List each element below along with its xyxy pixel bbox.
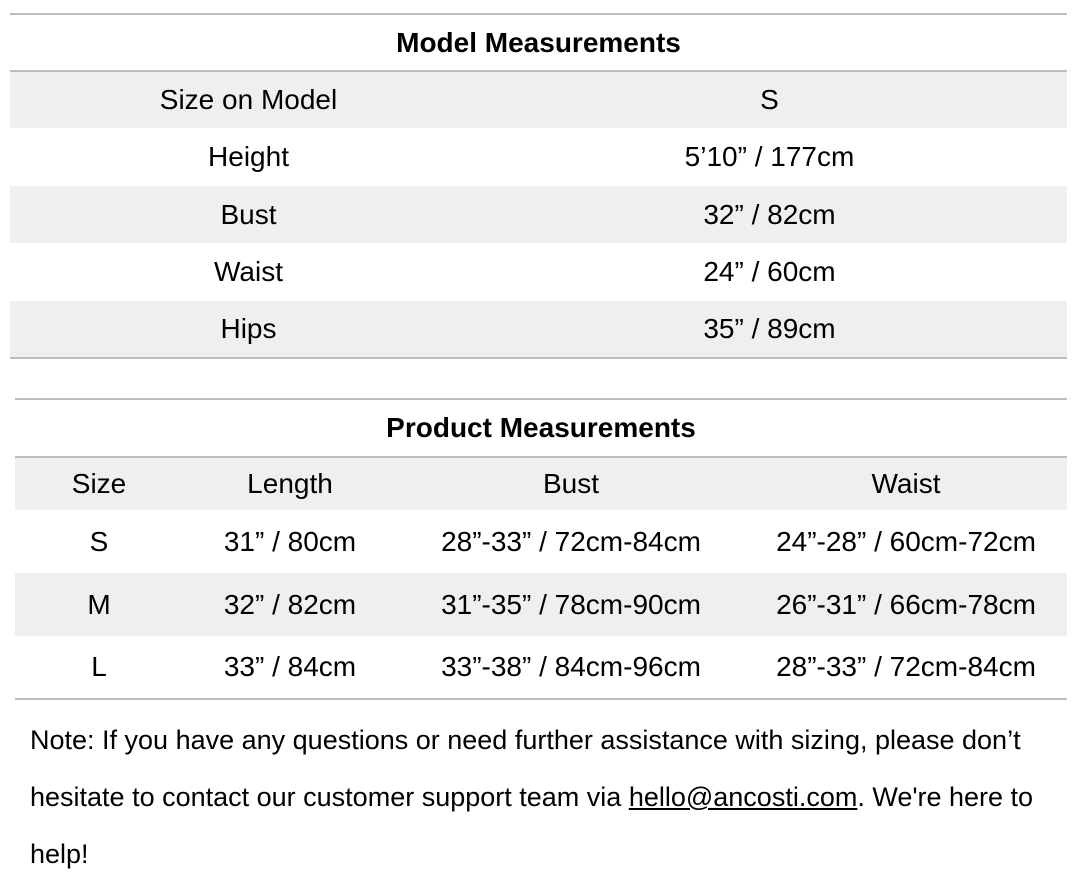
column-header-size: Size	[71, 468, 127, 499]
product-table-bottom-rule	[15, 698, 1067, 700]
support-email-link[interactable]: hello@ancosti.com	[628, 782, 858, 812]
sizing-note	[30, 712, 1060, 883]
model-row-size	[10, 72, 1067, 128]
model-row-hips	[10, 301, 1067, 357]
column-header-length: Length	[247, 468, 333, 499]
waist-cell: 26”-31” / 66cm-78cm	[776, 588, 1036, 620]
product-table-title: Product Measurements	[386, 412, 696, 443]
model-row-label: Size on Model	[159, 84, 338, 115]
length-cell: 31” / 80cm	[223, 525, 357, 557]
model-row-value: 24” / 60cm	[703, 256, 836, 287]
model-row-value: S	[760, 84, 779, 115]
model-table-bottom-rule	[10, 357, 1067, 359]
product-row-l	[15, 636, 1067, 698]
model-row-label: Bust	[220, 198, 277, 230]
product-row-s	[15, 510, 1067, 573]
model-row-label: Waist	[214, 256, 283, 287]
size-cell: M	[87, 588, 111, 620]
bust-cell: 33”-38” / 84cm-96cm	[441, 651, 701, 682]
bust-cell: 31”-35” / 78cm-90cm	[441, 588, 701, 620]
bust-cell: 28”-33” / 72cm-84cm	[441, 525, 701, 557]
model-row-waist	[10, 243, 1067, 301]
product-header-row	[15, 458, 1067, 510]
waist-cell: 24”-28” / 60cm-72cm	[776, 525, 1036, 557]
model-row-label: Height	[208, 141, 289, 172]
model-row-value: 5’10” / 177cm	[684, 141, 855, 172]
size-cell: L	[91, 651, 107, 682]
column-header-bust: Bust	[542, 468, 600, 499]
note-text-end: . We're here to help!	[30, 782, 1034, 869]
note-text: Note: If you have any questions or need further assistance with sizing, please don’t hesitate to contact our customer support team via	[30, 725, 1021, 812]
waist-cell: 28”-33” / 72cm-84cm	[776, 651, 1036, 682]
column-header-waist: Waist	[871, 468, 941, 499]
model-row-label: Hips	[220, 313, 277, 344]
length-cell: 33” / 84cm	[223, 651, 357, 682]
length-cell: 32” / 82cm	[223, 588, 357, 620]
product-row-m	[15, 573, 1067, 636]
size-cell: S	[89, 525, 109, 557]
model-row-height	[10, 128, 1067, 186]
model-table-title: Model Measurements	[396, 26, 681, 58]
model-row-bust	[10, 186, 1067, 243]
model-row-value: 35” / 89cm	[703, 313, 836, 344]
model-row-value: 32” / 82cm	[703, 198, 836, 230]
